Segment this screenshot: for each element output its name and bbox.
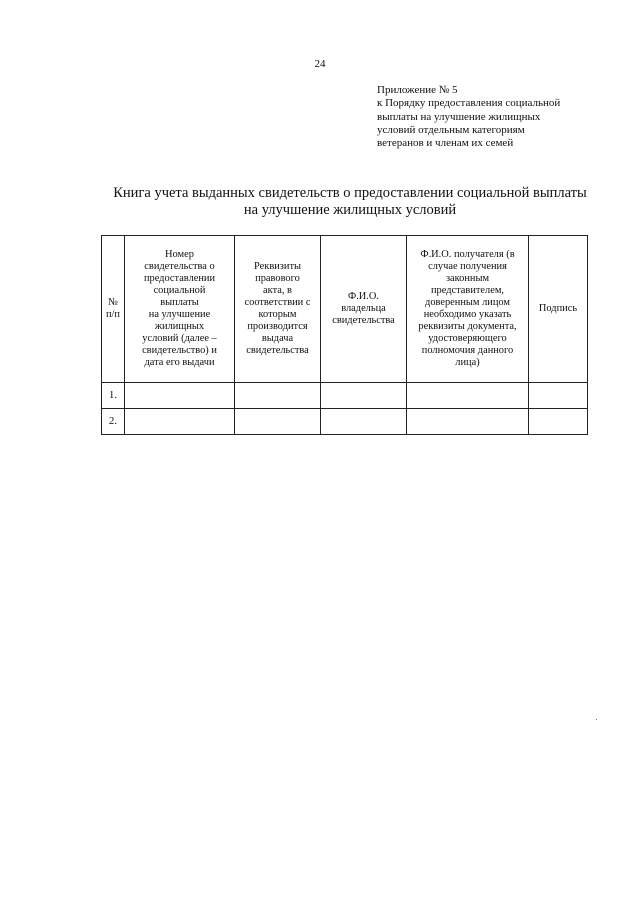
column-header-legal-act [235,236,321,383]
table-row [102,383,588,409]
header-line: владельца [341,303,386,315]
column-header-number [102,236,125,383]
table-cell [125,383,235,409]
document-title-line: Книга учета выданных свидетельств о предоставлении социальной выплаты [113,185,587,201]
header-line: акта, в [263,285,292,297]
row-number-cell: 2. [102,409,125,435]
header-line: полномочия данного [421,344,514,356]
header-line: выдача [261,332,294,344]
register-table [101,235,588,435]
header-line: соответствии с [244,297,311,309]
header-line: доверенным лицом [425,297,510,309]
header-line: Ф.И.О. [347,291,379,303]
header-line: на улучшение [148,309,211,320]
header-line: удостоверяющего [428,332,507,344]
row-number-cell: 1. [102,383,125,409]
header-line: жилищных [154,320,205,332]
appendix-line: Приложение № 5 [377,84,458,96]
table-cell [235,409,321,435]
table-cell [529,409,588,435]
header-line: социальной [153,285,206,297]
table-cell [407,383,529,409]
table-body [102,383,588,435]
header-line: Ф.И.О. получателя (в [420,249,515,261]
appendix-note [377,84,617,150]
header-line: свидетельства [246,344,309,356]
header-line: выплаты [160,297,199,309]
header-line: Номер [165,249,194,261]
header-line: свидетельство) и [142,344,217,356]
document-title [60,185,640,219]
header-line: лица) [455,356,480,368]
header-line: представителем, [431,285,504,297]
header-line: свидетельства о [144,261,215,273]
appendix-line: ветеранов и членам их семей [377,137,514,150]
table-row [102,409,588,435]
header-line: дата его выдачи [144,356,215,368]
table-cell [407,409,529,435]
header-line: Подпись [538,303,578,315]
column-header-certificate-number [125,236,235,383]
header-line: которым [258,309,297,320]
header-line: правового [255,273,300,285]
scan-artifact [596,719,597,720]
header-line: законным [445,273,490,285]
table-cell [125,409,235,435]
appendix-line: выплаты на улучшение жилищных [377,110,541,123]
column-header-recipient-name [407,236,529,383]
header-line: производится [247,320,308,332]
header-line: свидетельства [332,314,395,326]
table-cell [235,383,321,409]
table-header-row [102,236,588,383]
column-header-signature [529,236,588,383]
header-line: п/п [105,309,120,320]
table-cell [321,383,407,409]
header-line: реквизиты документа, [418,320,517,332]
header-line: случае получения [428,261,507,273]
document-title-line: на улучшение жилищных условий [243,202,457,218]
appendix-line: к Порядку предоставления социальной [377,97,561,110]
table-cell [529,383,588,409]
page-number: 24 [314,58,326,70]
header-line: № [108,297,118,309]
header-line: условий (далее – [142,332,217,344]
header-line: необходимо указать [423,309,512,320]
header-line: Реквизиты [254,261,301,273]
column-header-owner-name [321,236,407,383]
appendix-line: условий отдельным категориям [377,123,525,136]
table-cell [321,409,407,435]
header-line: предоставлении [143,273,216,285]
